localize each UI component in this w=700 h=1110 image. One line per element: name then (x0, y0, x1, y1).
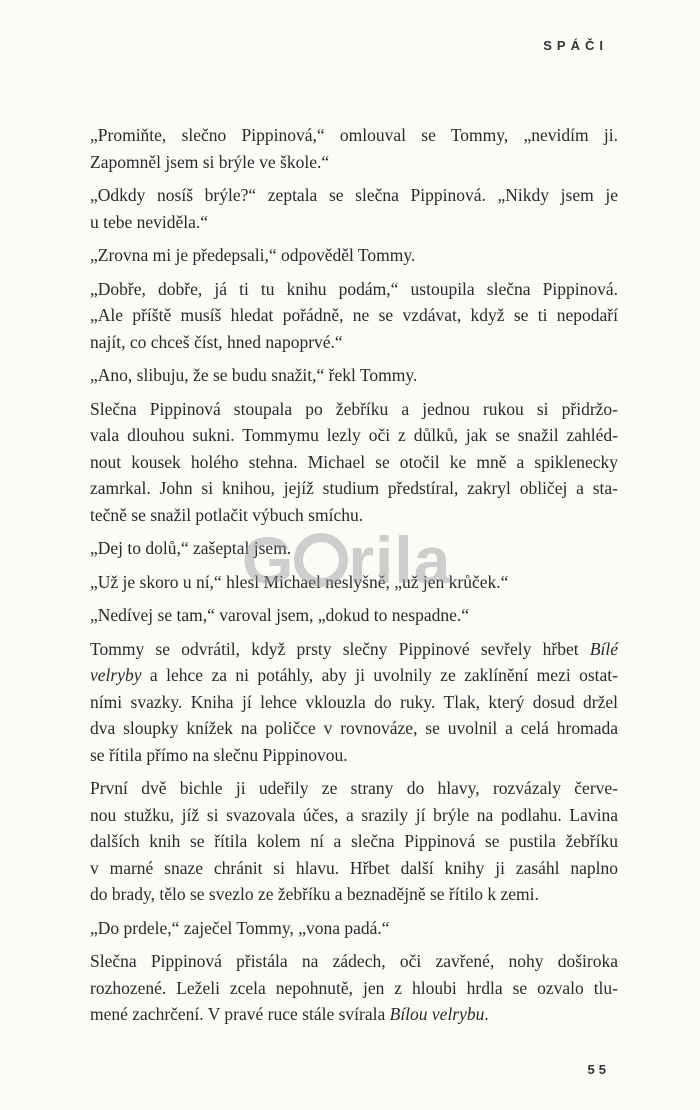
text-line: tečně se snažil potlačit výbuch smíchu. (90, 504, 364, 525)
text-line: dva sloupky knížek na poličce v rovnováze, se uvolnil a celá hromada (90, 718, 618, 738)
text-line: „Ale příště musíš hledat pořádně, ne se vzdávat, když se ti nepodaří (90, 305, 618, 325)
text-line: u tebe neviděla.“ (90, 211, 209, 232)
text-line: se řítila přímo na slečnu Pippinovou. (90, 744, 348, 765)
text-line: vala dlouhou sukni. Tommymu lezly oči z důlků, jak se snažil zahléd- (90, 425, 618, 445)
text-line: zamrkal. John si knihou, jejíž studium předstíral, zakryl obličej a sta- (90, 478, 618, 498)
paragraph (90, 396, 618, 529)
text-line: „Ano, slibuju, že se budu snažit,“ řekl Tommy. (90, 365, 418, 385)
text-line: První dvě bichle ji udeřily ze strany do hlavy, rozvázaly červe- (90, 778, 618, 798)
paragraph (90, 602, 618, 629)
text-line: „Odkdy nosíš brýle?“ zeptala se slečna Pippinová. „Nikdy jsem je (90, 185, 618, 205)
text-line: nou stužku, jíž si svazovala účes, a srazily jí brýle na podlahu. Lavina (90, 804, 618, 825)
text-line: Slečna Pippinová stoupala po žebříku a jednou rukou si přidržo- (90, 398, 618, 419)
text-line: ními svazky. Kniha jí lehce vklouzla do ruky. Tlak, který dosud držel (90, 691, 618, 712)
paragraph (90, 276, 618, 356)
paragraph (90, 242, 618, 269)
paragraph (90, 182, 618, 235)
text-line: Slečna Pippinová přistála na zádech, oči zavřené, nohy doširoka (90, 951, 618, 971)
text-line: do brady, tělo se svezlo ze žebříku a beznadějně se řítilo k zemi. (90, 884, 539, 904)
paragraph (90, 122, 618, 175)
text-line: nout kousek holého stehna. Michael se otočil ke mně a spiklenecky (90, 451, 618, 472)
paragraph (90, 636, 618, 769)
text-line: najít, co chceš číst, hned napoprvé.“ (90, 331, 343, 352)
text-line: rozhozené. Leželi zcela nepohnutě, jen z hloubi hrdla se ozvalo tlu- (90, 977, 618, 998)
paragraph (90, 535, 618, 562)
paragraph (90, 915, 618, 942)
text-line: „Dobře, dobře, já ti tu knihu podám,“ ustoupila slečna Pippinová. (90, 278, 618, 299)
text-line: dalších knih se řítila kolem ní a slečna Pippinová se pustila žebříku (90, 831, 618, 851)
paragraph (90, 362, 618, 389)
watermark-logo: G rila (242, 523, 452, 597)
text-line: „Promiňte, slečno Pippinová,“ omlouval se Tommy, „nevidím ji. (90, 125, 618, 145)
text-line: „Nedívej se tam,“ varoval jsem, „dokud to nespadne.“ (90, 605, 470, 625)
paragraph (90, 948, 618, 1028)
text-line: Tommy se odvrátil, když prsty slečny Pippinové sevřely hřbet Bílé (90, 638, 618, 659)
paragraph (90, 569, 618, 596)
body-text (90, 122, 618, 1035)
text-line: v marné snaze chránit si hlavu. Hřbet další knihy ji zasáhl naplno (90, 857, 618, 878)
text-line: „Dej to dolů,“ zašeptal jsem. (90, 538, 292, 558)
text-line: Zapomněl jsem si brýle ve škole.“ (90, 151, 330, 172)
text-line: mené zachrčení. V pravé ruce stále svírala Bílou velrybu. (90, 1004, 489, 1024)
page-number: 55 (587, 1062, 610, 1077)
text-line: „Už je skoro u ní,“ hlesl Michael neslyšně, „už jen krůček.“ (90, 571, 509, 592)
text-line: „Zrovna mi je předepsali,“ odpověděl Tommy. (90, 245, 416, 265)
paragraph (90, 775, 618, 908)
text-line: velryby a lehce za ni potáhly, aby ji uvolnily ze zaklínění mezi ostat- (90, 665, 618, 685)
running-header: SPÁČI (543, 38, 608, 53)
text-line: „Do prdele,“ zaječel Tommy, „vona padá.“ (90, 917, 390, 938)
